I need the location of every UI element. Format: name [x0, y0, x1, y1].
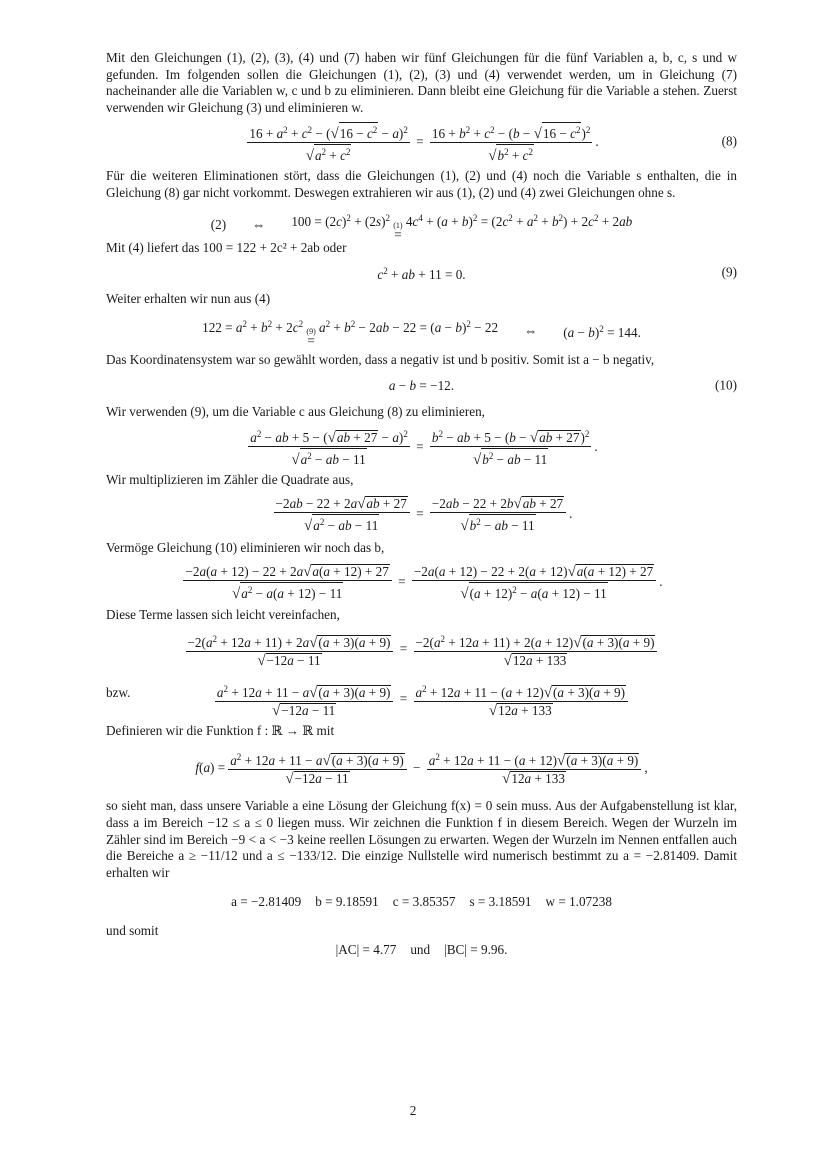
- paragraph-coordinate-system: Das Koordinatensystem war so gewählt worden, dass a negativ ist und b positiv. Somit ist a − b negativ,: [106, 351, 655, 367]
- paragraph-further: Weiter erhalten wir nun aus (4): [106, 291, 271, 307]
- eq-f-second: $a^2 + 12a + 11 - (a + 12)$ √ (a + 3)(a + 9) √ 12a + 133: [427, 750, 642, 786]
- eq-s-lhs: $-2(a^2 + 12a + 11) + 2a$ √ (a + 3)(a + 9) √ −12a − 11: [186, 632, 394, 668]
- result-w: w = 1.07238: [545, 893, 612, 909]
- equation-bzw: $a^2 + 12a + 11 - a$ √ (a + 3)(a + 9) √ −12a − 11 = $a^2 + 12a + 11 - (a + 12)$ √ (a + 3)(a + 9) √ 12a + 133: [106, 677, 737, 723]
- final-result: [106, 940, 737, 960]
- equation-8: $16 + a^2 + c^2$ − ( √ $16 - c^2$ − a)$^2$ √ $a^2 + c^2$ = $16 + b^2 + c^2 - (b$ − √ $16 - c^2$ )$^2$ √ $b^2 + c^2$ . (8): [106, 119, 737, 165]
- equation-number-10: (10): [715, 378, 737, 394]
- equation-function-f: f(a) = $a^2 + 12a + 11 - a$ √ (a + 3)(a + 9) √ −12a − 11 − $a^2 + 12a + 11 - (a + 12)$ √ (a + 3)(a + 9) √ 12a + 133 ,: [195, 752, 648, 788]
- result-b: b = 9.18591: [315, 893, 379, 909]
- paragraph-use-9: Wir verwenden (9), um die Variable c aus Gleichung (8) zu eliminieren,: [106, 404, 485, 420]
- eq-m-lhs: −2ab − 22 + 2a √ ab + 27 √ $a^2$ − ab − 11: [274, 496, 410, 533]
- equation-simplified: $-2(a^2 + 12a + 11) + 2a$ √ (a + 3)(a + 9) √ −12a − 11 = $-2(a^2 + 12a + 11) + 2(a + 12)$ √ (a + 3)(a + 9) √ 12a + 133: [106, 627, 737, 673]
- result-s: s = 3.18591: [469, 893, 532, 909]
- eq-f-first: $a^2 + 12a + 11 - a$ √ (a + 3)(a + 9) √ −12a − 11: [228, 750, 407, 786]
- page-number: 2: [409, 1103, 417, 1118]
- paragraph-define-function: Definieren wir die Funktion f : ℝ → ℝ mit: [106, 722, 335, 738]
- paragraph-und-somit: und somit: [106, 923, 159, 939]
- paragraph-multiply: Wir multiplizieren im Zähler die Quadrate aus,: [106, 471, 354, 487]
- eq-c-lhs: $a^2$ − ab + 5 − ( √ ab + 27 − a)$^2$ √ $a^2$ − ab − 11: [250, 428, 408, 468]
- eq-m-rhs: −2ab − 22 + 2b √ ab + 27 √ $b^2$ − ab − 11: [430, 496, 566, 533]
- result-bc: |BC| = 9.96.: [444, 941, 508, 957]
- equation-9: $c^2$ + ab + 11 = 0. (9): [377, 264, 737, 282]
- eq-z-lhs: $a^2 + 12a + 11 - a$ √ (a + 3)(a + 9) √ −12a − 11: [215, 682, 394, 718]
- eq-s-rhs: $-2(a^2 + 12a + 11) + 2(a + 12)$ √ (a + 3)(a + 9) √ 12a + 133: [414, 632, 658, 668]
- paragraph-solution: so sieht man, dass unsere Variable a eine Lösung der Gleichung f(x) = 0 sein muss. Aus der Aufgabenstellung ist klar, dass a im Bereich −12 ≤ a ≤ 0 liegen muss. Wir zeichnen die Funktion f in diesem Bereich. Wegen der Wurzeln im Zähler sind im Bereich −9 < a < −3 keine reellen Lösungen zu erwarten. Wegen der Wurzeln im Nennen entfallen auch die Bereiche a ≥ −11/12 und a ≤ −133/12. Die einzige Nullstelle wird numerisch bestimmt zu a = −2.81409. Damit erhalten wir: [106, 798, 737, 880]
- equation-2-expansion: (2) ⇔ $100 = (2c)^2 + (2s)^2$ (1) = $4c^4 + (a + b)^2 = (2c^2 + a^2 + b^2) + 2c^2 + 2ab$: [210, 213, 633, 243]
- paragraph-simplify: Diese Terme lassen sich leicht vereinfachen,: [106, 607, 340, 623]
- equation-10: a − b = −12. (10): [388, 378, 737, 394]
- eq-c-rhs: $b^2$ − ab + 5 − (b − √ ab + 27 )$^2$ √ $b^2$ − ab − 11: [431, 428, 590, 468]
- paragraph-eliminations: Für die weiteren Eliminationen stört, dass die Gleichungen (1), (2) und (4) noch die Variable s enthalten, die in Gleichung (8) gar nicht vorkommt. Deswegen extrahieren wir aus (1), (2) und (4) zwei Gleichungen ohne s.: [106, 168, 737, 200]
- eq8-lhs-fraction: $16 + a^2 + c^2$ − ( √ $16 - c^2$ − a)$^2$ √ $a^2 + c^2$: [247, 122, 409, 163]
- page-content: [106, 50, 737, 960]
- paragraph-eliminate-b: Vermöge Gleichung (10) eliminieren wir noch das b,: [106, 539, 385, 555]
- result-und: und: [410, 941, 431, 957]
- equation-eliminate-b: −2a(a + 12) − 22 + 2a √ a(a + 12) + 27 √ $a^2 - a(a + 12) - 11$ = −2a(a + 12) − 22 + 2(a + 12) √ a(a + 12) + 27 √ $(a + 12)^2 - a(a + 12) - 11$ .: [185, 563, 663, 602]
- results-row: [106, 889, 737, 915]
- equation-multiply: −2ab − 22 + 2a √ ab + 27 √ $a^2$ − ab − 11 = −2ab − 22 + 2b √ ab + 27 √ $b^2$ − ab − 11 .: [275, 496, 573, 535]
- equation-number-8: (8): [721, 134, 737, 150]
- equation-eliminate-c: $a^2$ − ab + 5 − ( √ ab + 27 − a)$^2$ √ $a^2$ − ab − 11 = $b^2$ − ab + 5 − (b − √ ab + 27 )$^2$ √ $b^2$ − ab − 11 .: [250, 428, 598, 468]
- paragraph-bzw: bzw.: [106, 684, 131, 700]
- paragraph-intro: Mit den Gleichungen (1), (2), (3), (4) und (7) haben wir fünf Gleichungen für die fünf Variablen a, b, c, s und w gefunden. Im folgenden sollen die Gleichungen (1), (2), (3) und (4) verwendet werden, um in Gleichung (7) nacheinander alle die Variablen w, c und b zu eliminieren. Dann bleibt eine Gleichung für die Variable a stehen. Zuerst verwenden wir Gleichung (3) und eliminieren w.: [106, 50, 737, 115]
- paragraph-with-4: Mit (4) liefert das 100 = 122 + 2c² + 2ab oder: [106, 239, 347, 255]
- eq8-rhs-fraction: $16 + b^2 + c^2 - (b$ − √ $16 - c^2$ )$^2$ √ $b^2 + c^2$: [430, 122, 592, 163]
- equation-122: $122 = a^2 + b^2 + 2c^2$ (9) = $a^2 + b^2 - 2ab - 22 = (a - b)^2 - 22$ ⇔ $(a - b)^2 = 144$.: [202, 319, 641, 349]
- result-c: c = 3.85357: [392, 893, 456, 909]
- eq-b-rhs: −2a(a + 12) − 22 + 2(a + 12) √ a(a + 12) + 27 √ $(a + 12)^2 - a(a + 12) - 11$: [412, 564, 656, 601]
- result-a: a = −2.81409: [231, 893, 302, 909]
- eq-z-rhs: $a^2 + 12a + 11 - (a + 12)$ √ (a + 3)(a + 9) √ 12a + 133: [414, 682, 629, 718]
- equation-number-9: (9): [721, 264, 737, 280]
- bzw-block: [106, 677, 737, 727]
- result-ac: |AC| = 4.77: [335, 941, 397, 957]
- eq-b-lhs: −2a(a + 12) − 22 + 2a √ a(a + 12) + 27 √ $a^2 - a(a + 12) - 11$: [183, 564, 391, 601]
